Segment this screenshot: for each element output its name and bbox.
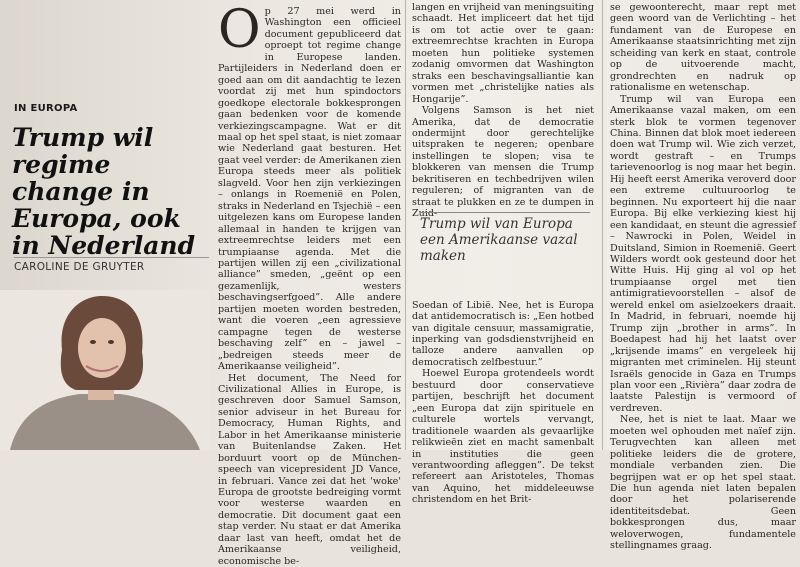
- dropcap: O: [218, 8, 261, 52]
- article-paragraph: se gewoonterecht, maar rept met geen woord van de Verlichting – het fundament van de Europese en Amerikaanse staatsinrichting met zijn scheiding van kerk en staat, controle op de uitvoerende macht, grondrechten en nadruk op rationalisme en wetenschap.: [610, 2, 796, 94]
- pull-quote: Trump wil van Europa een Amerikaanse vazal maken: [420, 212, 590, 264]
- article-column-3: [610, 2, 796, 450]
- author-portrait-illustration: [0, 290, 210, 450]
- article-paragraph: Volgens Samson is het niet Amerika, dat de democratie ondermijnt door gerechtelijke uitspraken te negeren; openbare instellingen te slopen; visa te blokkeren van mensen die Trump bekritiseren en techbedrijven wilen reguleren; of migranten van de straat te plukken en ze te dumpen in Zuid-: [412, 105, 594, 220]
- headline: Trump wil regime change in Europa, ook in Nederland: [12, 124, 212, 259]
- article-text: p 27 mei werd in Washington een officieel document gepubliceerd dat oproept tot regime change in Europese landen. Partijleiders in Nederland doen er goed aan om dit aandachtig te lezen voordat zij met hun spindoctors goedkope electorale bokkesprongen gaan bedenken voor de komende verkiezingscampagne. Wat er dit maal op het spel staat, is niet zomaar wie Nederland gaat besturen. Het gaat veel verder: de Amerikanen zien Europa steeds meer als politiek slagveld. Voor hen zijn verkiezingen – onlangs in Roemenië en Polen, straks in Nederland en Tsjechië – een uitgelezen kans om Europese landen allemaal in handen te krijgen van extreemrechtse leiders met een trumpiaanse agenda. Met die partijen willen zij een „civilizational alliance” smeden, „geënt op een gezamenlijk, westers beschavingserfgoed”. Alle andere partijen moeten worden bestreden, want die voeren „een agressieve campagne tegen de westerse beschaving zelf” en – jawel – „bedreigen steeds meer de Amerikaanse veiligheid”.: [218, 6, 401, 372]
- article-paragraph: Trump wil van Europa een Amerikaanse vazal maken, om een sterk blok te vormen tegenover China. Binnen dat blok moet iedereen doen wat Trump wil. Wie zich verzet, wordt gestraft – en Trumps tarievenoorlog is nog maar het begin. Hij heeft eerst Amerika veroverd door een extreme cultuuroorlog te beginnen. Nu exporteert hij die naar Europa. Bij elke verkiezing kiest hij een kandidaat, en steunt die agressief – Nawrocki in Polen, Weidel in Duitsland, Simion in Roemenië. Geert Wilders wordt ook gesteund door het Witte Huis. Hij ging al vol op het trumpiaanse orgel met tien antimigratievoorstellen – alsof de wereld enkel om asielzoekers draait. In Madrid, in februari, noemde hij Trump zijn „brother in arms”. In Boedapest had hij het laatst over „krijsende imams” en vergeleek hij migranten met criminelen. Hij steunt Israëls genocide in Gaza en Trumps plan voor een „Rivièra” daar zodra de laatste Palestijn is vermoord of verdreven.: [610, 94, 796, 415]
- column-rule: [602, 0, 603, 450]
- article-paragraph: [218, 6, 401, 373]
- author-photo: [0, 290, 210, 450]
- byline: CAROLINE DE GRUYTER: [14, 257, 209, 273]
- article-paragraph: Soedan of Libië. Nee, het is Europa dat antidemocratisch is: „Een hotbed van digitale censuur, massamigratie, inperking van godsdienstvrijheid en talloze andere aanvallen op democratisch zelfbestuur.”: [412, 300, 594, 369]
- article-column-1: [218, 6, 401, 450]
- article-paragraph: Het document, The Need for Civilizational Allies in Europe, is geschreven door Samuel Samson, senior adviseur in het Bureau for Democracy, Human Rights, and Labor in het Amerikaanse ministerie van Buitenlandse Zaken. Het borduurt voort op de München-speech van vicepresident JD Vance, in februari. Vance zei dat het 'woke' Europa de grootste bedreiging vormt voor westerse waarden en democratie. Dit document gaat een stap verder. Nu staat er dat Amerika daar last van heeft, omdat het de Amerikaanse veiligheid, economische be-: [218, 373, 401, 567]
- article-paragraph: Hoewel Europa grotendeels wordt bestuurd door conservatieve partijen, beschrijft het document „een Europa dat zijn spirituele en culturele wortels vervangt, traditionele waarden als gevaarlijke relikwieën ziet en macht samenbalt in instituties die geen verantwoording afleggen”. De tekst refereert aan Aristoteles, Thomas van Aquino, het middeleeuwse christendom en het Brit-: [412, 368, 594, 505]
- article-paragraph: langen en vrijheid van meningsuiting schaadt. Het impliceert dat het tijd is om tot actie over te gaan: extreemrechtse krachten in Europa moeten hun politieke systemen zodanig omvormen dat Washington straks een beschavingsalliantie kan vormen met „christelijke naties als Hongarije”.: [412, 2, 594, 105]
- column-rule: [405, 0, 406, 450]
- section-label: IN EUROPA: [14, 103, 78, 114]
- article-paragraph: Nee, het is niet te laat. Maar we moeten wel ophouden met naïef zijn. Terugvechten kan alleen met politieke leiders die de grotere, mondiale verbanden zien. Die begrijpen wat er op het spel staat. Die hun agenda niet laten bepalen door het polariserende identiteitsdebat. Geen bokkesprongen dus, maar weloverwogen, fundamentele stellingnames graag.: [610, 414, 796, 551]
